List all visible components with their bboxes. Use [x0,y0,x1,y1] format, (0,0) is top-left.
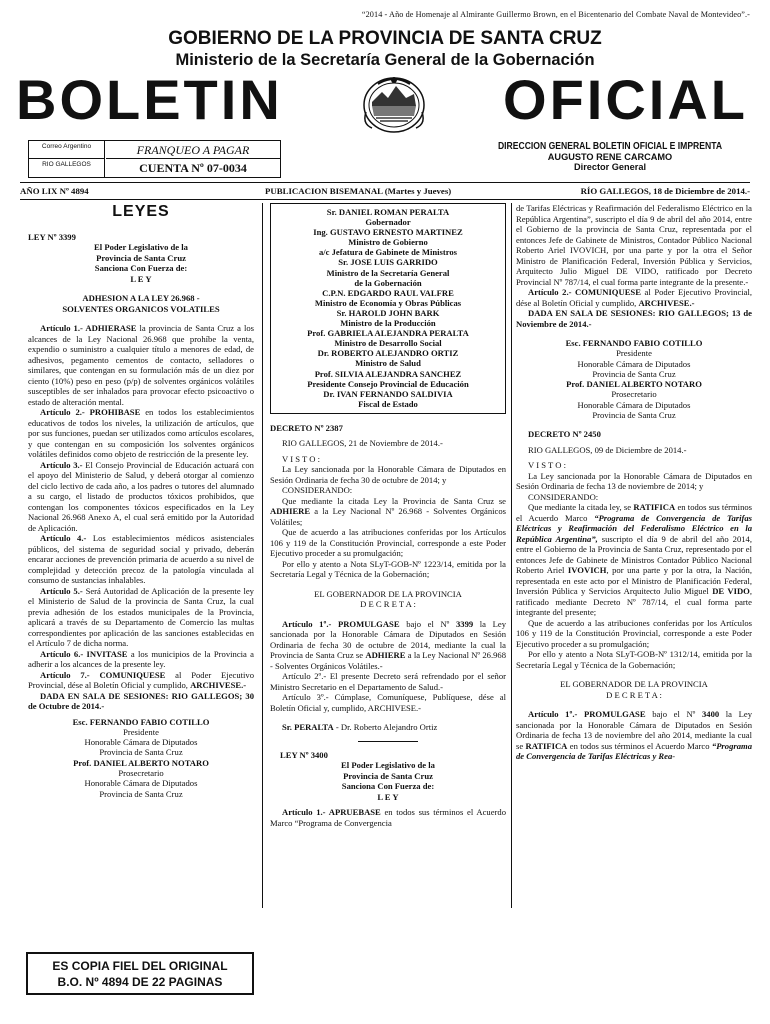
enactment-line: L E Y [130,273,152,284]
director-title: Director General [574,162,646,172]
decree-article-3: Artículo 3º.- Cúmplase, Comuníquese, Publíquese, dése al Boletín Oficial y, cumplido, ARCHIVESE.- [270,692,506,713]
direction-block [460,142,760,172]
cabinet-line: Prof. GABRIELA ALEJANDRA PERALTA [307,328,469,339]
enactment-line: Provincia de Santa Cruz [96,252,186,263]
law-subject: ADHESION A LA LEY 26.968 - [82,293,200,303]
postal-box [28,140,281,178]
decree-paragraph: La Ley sancionada por la Honorable Cámara de Diputados en Sesión Ordinaria de fecha 13 de noviembre de 2014; y [516,470,752,492]
enactment-line: Sanciona Con Fuerza de: [341,781,435,792]
cabinet-line: Ministro de Desarrollo Social [334,338,442,349]
column-left [28,203,254,799]
cabinet-line: Sr. DANIEL ROMAN PERALTA [326,207,450,217]
cabinet-line: Ministro de la Secretaría General [326,267,450,278]
decree-paragraph: Por ello y atento a Nota SLyT-GOB-Nº 1223/14, emitida por la Secretaría Legal y Técnica de la Gobernación; [270,558,506,580]
ministry-heading: Ministerio de la Secretaría General de la Gobernación [175,51,595,69]
decreta-heading: EL GOBERNADOR DE LA PROVINCIA [314,588,462,599]
considerando-heading: CONSIDERANDO: [282,485,353,496]
cabinet-line: C.P.N. EDGARDO RAUL VALFRE [322,287,454,298]
decree-paragraph: Por ello y atento a Nota SLyT-GOB-Nº 1312/14, emitida por la Secretaría Legal y Técnica de la Gobernación; [516,649,752,670]
article-5: Artículo 5.- Será Autoridad de Aplicación de la presente ley el Ministerio de Salud de la provincia de Santa Cruz, la cual previa adhesión de los estados municipales de la Provincia, aplicará a través de su Departamento de Comercio las multas correspondientes por aplicación de las sanciones establecidas en el Artículo 7 de dicha norma. [28,585,254,648]
issue-number: AÑO LIX Nº 4894 [20,186,89,196]
postal-office: RIO GALLEGOS [42,161,91,168]
article-1: Artículo 1.- ADHIERASE la provincia de Santa Cruz a los alcances de la Ley Nacional 26.968 que prohíbe la venta, expendio o suministro a cualquier título a menores de edad, de adhesivos, pegamento cementos de contacto, selladores o similares, que contengan en su formulación más de un diez por ciento (10%) peso en peso (p/p) de solventes orgánicos volátiles susceptibles de ser inhalados para provocar efecto psicoactivo o estado de alteración mental. [28,323,254,407]
director-name: AUGUSTO RENE CARCAMO [547,152,673,162]
law-number: LEY Nº 3399 [28,231,76,242]
law-subject: SOLVENTES ORGANICOS VOLATILES [62,303,220,314]
article-6: Artículo 6.- INVITASE a los municipios de la Provincia a adherir a los alcances de la presente ley. [28,648,254,669]
considerando-heading: CONSIDERANDO: [528,491,599,502]
divider [20,199,750,200]
section-title: LEYES [112,203,170,220]
enactment-line: L E Y [377,791,399,802]
cabinet-line: Ministro de la Producción [340,318,436,329]
decree-article-2: Artículo 2º.- El presente Decreto será refrendado por el señor Ministro Secretario en el Departamento de Salud.- [270,671,506,692]
cabinet-line: Sr. JOSE LUIS GARRIDO [338,257,438,268]
cabinet-line: Ministro de Salud [355,358,421,369]
cabinet-line: Prof. SILVIA ALEJANDRA SANCHEZ [314,368,462,379]
enactment-line: El Poder Legislativo de la [94,242,188,252]
postage-note: FRANQUEO A PAGAR [106,141,280,159]
cabinet-line: Ministro de Economía y Obras Públicas [314,297,462,308]
decree-date: RIO GALLEGOS, 09 de Diciembre de 2014.- [528,444,687,455]
cabinet-line: Presidente Consejo Provincial de Educación [307,378,469,389]
decree-number: DECRETO Nº 2450 [528,429,601,440]
publication-frequency: PUBLICACION BISEMANAL (Martes y Jueves) [265,186,452,196]
title-boletin: BOLETIN [16,68,283,131]
stamp-line: ES COPIA FIEL DEL ORIGINAL [52,959,228,973]
column-divider [262,203,263,908]
decree-paragraph: Que de acuerdo a las atribuciones conferidas por los Artículos 106 y 119 de la Constitución Provincial, corresponde a este Poder Ejecutivo proceder a su promulgación; [270,527,506,559]
decreta-heading: D E C R E T A : [360,599,416,610]
signature-block: Esc. FERNANDO FABIO COTILLO Presidente Honorable Cámara de Diputados Provincia de Santa Cruz Prof. DANIEL ALBERTO NOTARO Prosecretario Honorable Cámara de Diputados Provincia de Santa Cruz [72,716,210,799]
decreta-heading: EL GOBERNADOR DE LA PROVINCIA [560,679,708,690]
postal-carrier: Correo Argentino [29,141,104,159]
session-date: DADA EN SALA DE SESIONES: RIO GALLEGOS; 13 de Noviembre de 2014.- [516,308,752,329]
government-heading: GOBIERNO DE LA PROVINCIA DE SANTA CRUZ [168,28,602,49]
cabinet-line: Ing. GUSTAVO ERNESTO MARTINEZ [313,227,463,238]
enactment-line: Provincia de Santa Cruz [343,770,433,781]
cabinet-line: Gobernador [365,217,411,228]
cabinet-line: Sr. HAROLD JOHN BARK [336,307,440,318]
cabinet-list [270,203,506,414]
decree-paragraph: Que de acuerdo a las atribuciones conferidas por los Artículos 106 y 119 de la Constitución Provincial, corresponde a este Poder Ejecutivo proceder a su promulgación; [516,617,752,649]
visto-heading: V I S T O : [282,453,320,464]
article-4: Artículo 4.- Los establecimientos médicos asistenciales públicos, del sistema de seguridad social y privado, deberán encarar acciones de prevención primaria de acuerdo a su nivel de complejidad y detección precoz de la patología vinculada al consumo de sustancias inhalables. [28,533,254,585]
divider [358,741,418,742]
stamp-line: B.O. Nº 4894 DE 22 PAGINAS [57,975,223,989]
decree-date: RIO GALLEGOS, 21 de Noviembre de 2014.- [282,438,443,449]
article-3: Artículo 3.- El Consejo Provincial de Educación actuará con el apoyo del Ministerio de Salud, y deberá otorgar al comienzo del ciclo lectivo de cada año, a los padres o tutores del alumnado a su cargo, el listado de productos tóxicos prohibidos, que contengan los componentes tóxicos especificados en la Ley Nacional 26.968 Anexo A, el cual será emitido por la Autoridad de Aplicación. [28,459,254,533]
article-2: Artículo 2.- COMUNIQUESE al Poder Ejecutivo Provincial, dése al Boletín Oficial y cumplido, ARCHIVESE.- [516,287,753,308]
cabinet-line: de la Gobernación [354,277,422,288]
column-right [516,203,752,762]
signature-block: Esc. FERNANDO FABIO COTILLO Presidente Honorable Cámara de Diputados Provincia de Santa Cruz Prof. DANIEL ALBERTO NOTARO Prosecretario Honorable Cámara de Diputados Provincia de Santa Cruz [565,338,703,421]
decree-article-1: Artículo 1º.- PROMULGASE bajo el Nº 3399 la Ley sancionada por la Honorable Cámara de Diputados en Sesión Ordinaria de fecha 30 de octubre de 2014, mediante la cual la Provincia de Santa Cruz se ADHIERE a la Ley Nacional Nº 26.968 - Solventes Orgánicos Volátiles.- [270,618,506,671]
decree-number: DECRETO Nº 2387 [270,422,343,433]
article-2: Artículo 2.- PROHIBASE en todos los establecimientos educativos de todos los niveles, la utilización de artículos, que por sus funciones, puedan ser utilizados como artículos escolares, y que contengan en su composición los solventes orgánicos volátiles definidos como objeto de restricción de la presente ley. [28,407,254,459]
cabinet-line: a/c Jefatura de Gabinete de Ministros [318,247,458,258]
title-oficial: OFICIAL [503,68,748,131]
account-number: CUENTA Nº 07-0034 [139,161,247,175]
commemorative-note: “2014 - Año de Homenaje al Almirante Guillermo Brown, en el Bicentenario del Combate Naval de Montevideo”.- [361,10,750,19]
decree-paragraph: La Ley sancionada por la Honorable Cámara de Diputados en Sesión Ordinaria de fecha 30 de octubre de 2014; y [270,464,506,485]
cabinet-line: Dr. ROBERTO ALEJANDRO ORTIZ [317,348,459,359]
session-date: DADA EN SALA DE SESIONES: RIO GALLEGOS; 30 de Octubre de 2014.- [28,690,254,711]
article-continuation: de Tarifas Eléctricas y Reafirmación del Federalismo Eléctrico en la República Argentina”, suscripto el día 9 de abril del año 2014, entre el Gobierno de la provincia de Santa Cruz, representada por el entonces Jefe de Gabinete de Ministros, Contador Público Nacional Roberto Ariel IVOVICH, por una parte y por la otra el Señor Ministro de Planificación Federal, Inversión Pública y Servicios, Arquitecto Julio Miguel DE VIDO, ratificado por Decreto Provincial Nº 787/14, el cual forma parte integrante de la presente.- [516,203,752,287]
enactment-line: Sanciona Con Fuerza de: [94,263,188,273]
certified-copy-stamp [26,952,254,995]
law-number: LEY Nº 3400 [280,749,328,760]
decreta-heading: D E C R E T A : [606,689,662,700]
issue-date: RÍO GALLEGOS, 18 de Diciembre de 2014.- [580,186,750,196]
cabinet-line: Dr. IVAN FERNANDO SALDIVIA [323,388,453,399]
divider [20,182,750,183]
column-divider [511,203,512,908]
decree-article-1: Artículo 1º.- PROMULGASE bajo el Nº 3400 la Ley sancionada por la Honorable Cámara de Diputados en Sesión Ordinaria de fecha 13 de noviembre del año 2014, mediante la cual se RATIFICA en todos sus términos el Acuerdo Marco “Programa de Convergencia de Tarifas Eléctricas y Rea- [516,709,752,762]
visto-heading: V I S T O : [528,460,566,471]
decree-paragraph: Que mediante la citada Ley la Provincia de Santa Cruz se ADHIERE a la Ley Nacional Nº 26.968 - Solventes Orgánicos Volátiles; [270,495,506,527]
direction-name: DIRECCION GENERAL BOLETIN OFICIAL E IMPRENTA [497,141,723,152]
decree-signature: Sr. PERALTA - Dr. Roberto Alejandro Ortiz [282,722,438,733]
article-7: Artículo 7.- COMUNIQUESE al Poder Ejecutivo Provincial, dése al Boletín Oficial y cumplido, ARCHIVESE.- [28,669,254,690]
coat-of-arms-icon [358,72,430,134]
cabinet-line: Ministro de Gobierno [348,237,428,248]
enactment-line: El Poder Legislativo de la [341,760,435,771]
cabinet-line: Fiscal de Estado [358,398,418,409]
column-middle [270,203,506,828]
article-1: Artículo 1.- APRUEBASE en todos sus términos el Acuerdo Marco “Programa de Convergencia [270,807,506,828]
decree-paragraph: Que mediante la citada ley, se RATIFICA en todos sus términos el Acuerdo Marco “Programa de Convergencia de Tarifas Eléctricas y Reafirmación del Federalismo Eléctrico en la República Argentina”, suscripto el día 9 de abril del año 2014, entre el Gobierno de la Provincia de Santa Cruz, representado por el entonces Jefe de Gabinete de Ministros Contador Público Nacional Roberto Ariel IVOVICH, por una parte y por la otra, la Nación, representada en este acto por el Ministro de Planificación Federal, Inversión Pública y Servicios Arquitecto Julio Miguel DE VIDO, ratificado mediante Decreto Nº 787/14, el cual forma parte integrante del presente; [516,502,753,618]
